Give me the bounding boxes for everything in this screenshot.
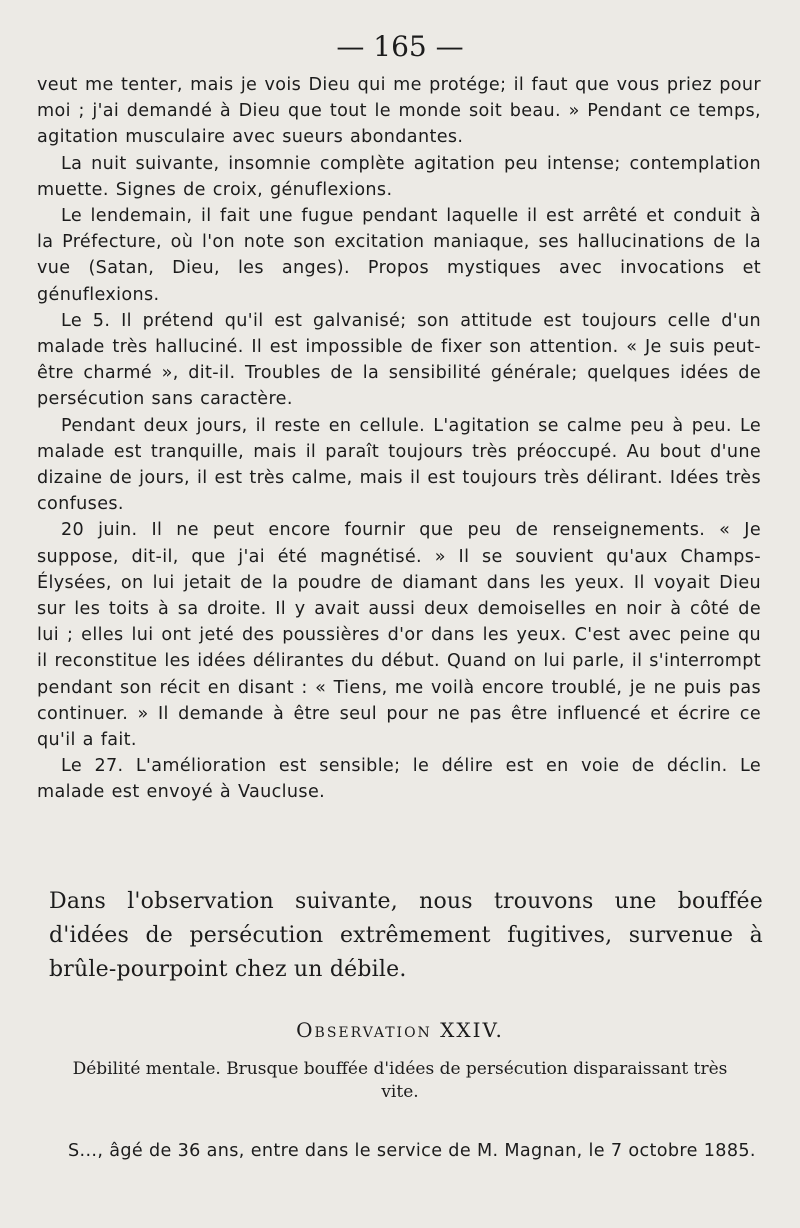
observation-heading: Observation XXIV.	[296, 1018, 504, 1042]
paragraph: 20 juin. Il ne peut encore fournir que peu de renseignements. « Je suppose, dit-il, que j'ai été magnétisé. » Il se souvient qu'aux Champs-Élysées, on lui jetait de la poudre de diamant dans les yeux. Il voyait Dieu sur les toits à sa droite. Il y avait aussi deux demoiselles en noir à côté de lui ; elles lui ont jeté des poussières d'or dans les yeux. C'est avec peine qu il reconstitue les idées délirantes du début. Quand on lui parle, il s'interrompt pendant son récit en disant : « Tiens, me voilà encore troublé, je ne puis pas continuer. » Il demande à être seul pour ne pas être influencé et écrire ce qu'il a fait.	[37, 520, 761, 751]
paragraph: La nuit suivante, insomnie complète agitation peu intense; contemplation muette. Signes de croix, génuflexions.	[37, 153, 761, 200]
observation-body	[44, 1138, 764, 1164]
paragraph: Le 5. Il prétend qu'il est galvanisé; son attitude est toujours celle d'un malade très halluciné. Il est impossible de fixer son attention. « Je suis peut-être charmé », dit-il. Troubles de la sensibilité générale; quelques idées de persécution sans caractère.	[37, 310, 761, 410]
paragraph: S..., âgé de 36 ans, entre dans le service de M. Magnan, le 7 octobre 1885.	[68, 1141, 756, 1161]
intro-paragraph: Dans l'observation suivante, nous trouvons une bouffée d'idées de persécution extrêmement fugitives, survenue à brûle-pourpoint chez un débile.	[49, 889, 763, 982]
paragraph: Le lendemain, il fait une fugue pendant laquelle il est arrêté et conduit à la Préfecture, où l'on note son excitation maniaque, ses hallucinations de la vue (Satan, Dieu, les anges). Propos mystiques avec invocations et génuflexions.	[37, 206, 761, 305]
paragraph: Le 27. L'amélioration est sensible; le délire est en voie de déclin. Le malade est envoyé à Vaucluse.	[37, 756, 761, 803]
page-number: — 165 —	[336, 30, 464, 63]
observation-summary: Débilité mentale. Brusque bouffée d'idées de persécution disparaissant très vite.	[72, 1059, 728, 1102]
body-text	[37, 72, 761, 806]
paragraph: veut me tenter, mais je vois Dieu qui me protége; il faut que vous priez pour moi ; j'ai demandé à Dieu que tout le monde soit beau. » Pendant ce temps, agitation musculaire avec sueurs abondantes.	[37, 75, 761, 148]
paragraph: Pendant deux jours, il reste en cellule. L'agitation se calme peu à peu. Le malade est tranquille, mais il paraît toujours très préoccupé. Au bout d'une dizaine de jours, il est très calme, mais il est toujours très délirant. Idées très confuses.	[37, 415, 761, 515]
intro-text	[49, 885, 763, 987]
